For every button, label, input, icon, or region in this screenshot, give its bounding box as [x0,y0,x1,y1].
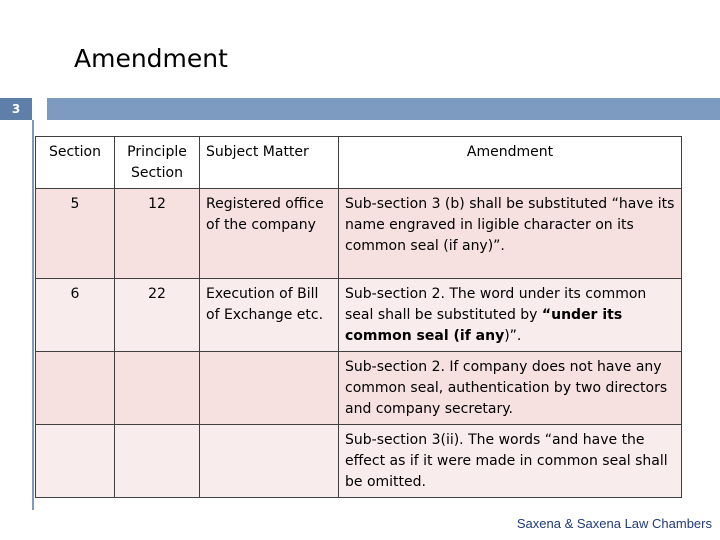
amendment-text-end: )”. [504,328,522,344]
header-principle-section: Principle Section [115,137,200,189]
footer-credit: Saxena & Saxena Law Chambers [516,516,712,531]
table-row [36,279,682,352]
cell-amendment: Sub-section 3(ii). The words “and have the effect as if it were made in common seal shall be omitted. [339,425,682,498]
cell-subject-matter [200,425,339,498]
header-amendment: Amendment [339,137,682,189]
header-subject-matter: Subject Matter [200,137,339,189]
table-row [36,425,682,498]
page-title: Amendment [74,44,228,73]
cell-section [36,352,115,425]
table-row [36,189,682,279]
cell-amendment: Sub-section 2. If company does not have any common seal, authentication by two directors and company secretary. [339,352,682,425]
amendment-emphasis: “under its common seal (if any [345,307,623,344]
cell-subject-matter: Execution of Bill of Exchange etc. [200,279,339,352]
cell-principle-section [115,425,200,498]
cell-section: 5 [36,189,115,279]
cell-section: 6 [36,279,115,352]
cell-amendment: Sub-section 3 (b) shall be substituted “have its name engraved in ligible character on its common seal (if any)”. [339,189,682,279]
left-accent-rule [32,120,34,510]
header-accent-bar [47,98,720,120]
cell-section [36,425,115,498]
cell-principle-section: 12 [115,189,200,279]
header-section: Section [36,137,115,189]
cell-subject-matter: Registered office of the company [200,189,339,279]
cell-principle-section [115,352,200,425]
table-row [36,352,682,425]
cell-principle-section: 22 [115,279,200,352]
cell-amendment [339,279,682,352]
slide-number: 3 [0,98,32,120]
amendment-text: Sub-section 2. The word under its common seal shall be substituted by [345,286,647,323]
amendment-table [35,136,682,498]
table-header-row [36,137,682,189]
cell-subject-matter [200,352,339,425]
